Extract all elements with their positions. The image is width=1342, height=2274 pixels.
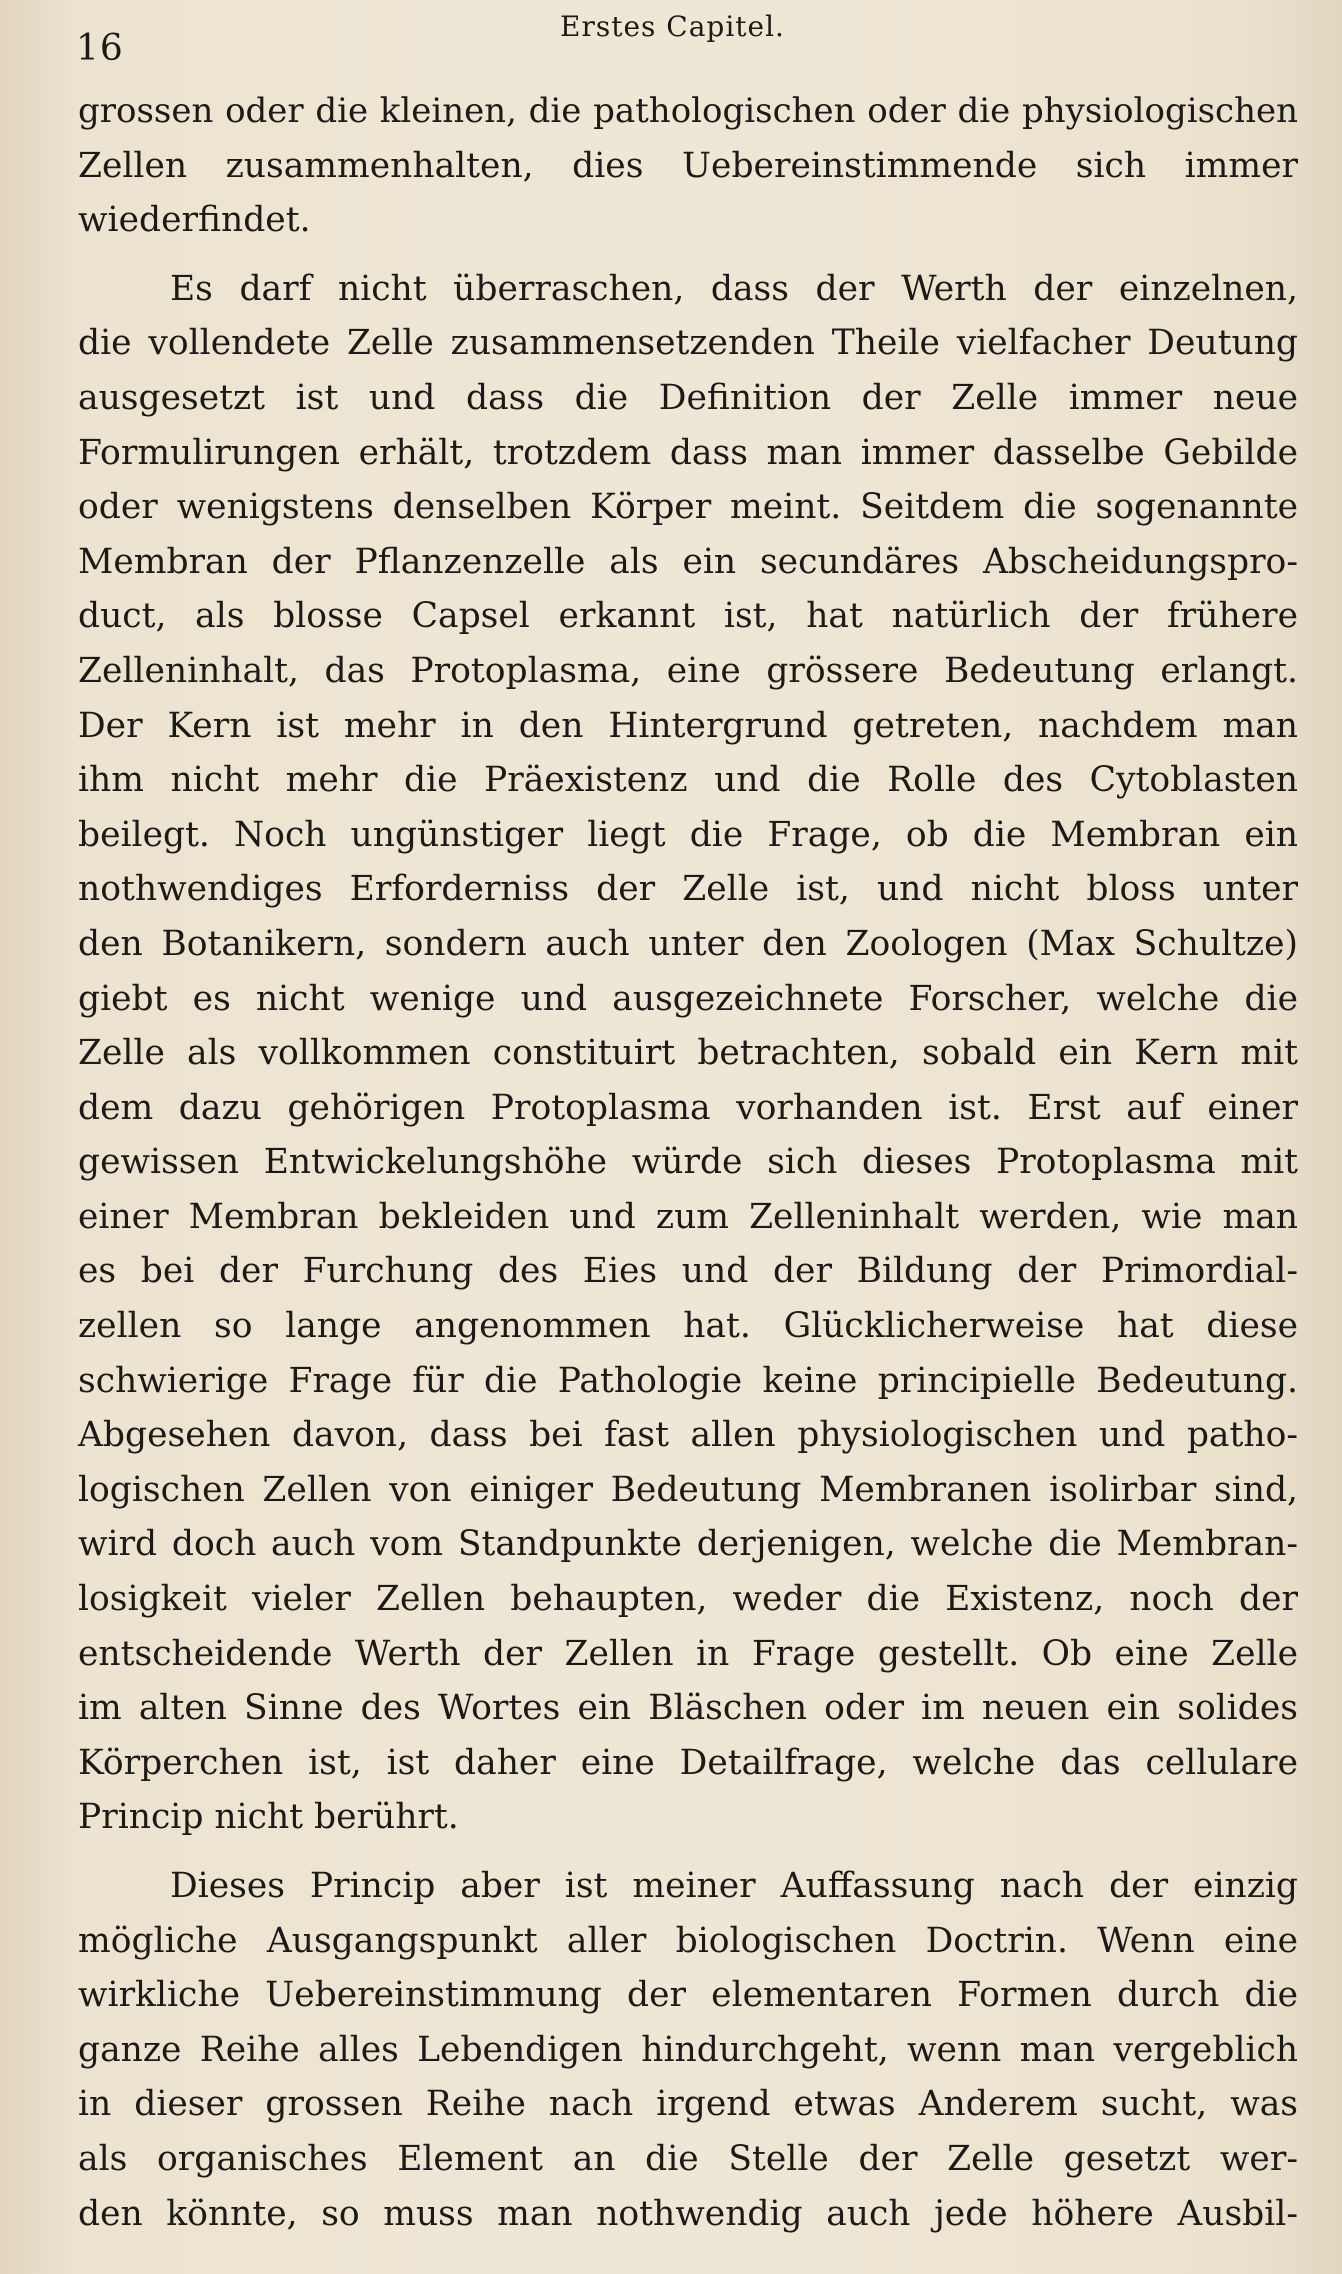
text-line: losigkeit vieler Zellen behaupten, weder die Existenz, noch der xyxy=(78,1579,1298,1620)
text-line: Körperchen ist, ist daher eine Detailfrage, welche das cellulare xyxy=(78,1742,1298,1783)
text-line: giebt es nicht wenige und ausgezeichnete Forscher, welche die xyxy=(78,978,1298,1019)
text-line: Es darf nicht überraschen, dass der Werth der einzelnen, xyxy=(170,268,1298,309)
text-line: nothwendiges Erforderniss der Zelle ist, und nicht bloss unter xyxy=(78,869,1298,910)
page-number: 16 xyxy=(76,28,124,69)
paragraph-2 xyxy=(78,262,1298,1845)
paragraph-gap xyxy=(78,248,1298,262)
text-line: Formulirungen erhält, trotzdem dass man immer dasselbe Gebilde xyxy=(78,432,1298,473)
body-text xyxy=(78,84,1298,2241)
running-head xyxy=(0,8,1342,68)
text-line: Zelleninhalt, das Protoplasma, eine grössere Bedeutung erlangt. xyxy=(78,650,1298,691)
text-line: die vollendete Zelle zusammensetzenden Theile vielfacher Deutung xyxy=(78,323,1298,364)
text-line: einer Membran bekleiden und zum Zelleninhalt werden, wie man xyxy=(78,1196,1298,1237)
text-line: grossen oder die kleinen, die pathologischen oder die physiologischen xyxy=(78,91,1298,131)
paragraph-3 xyxy=(78,1859,1298,2241)
text-line: beilegt. Noch ungünstiger liegt die Frage, ob die Membran ein xyxy=(78,814,1298,855)
paragraph-gap xyxy=(78,1845,1298,1859)
text-line: Der Kern ist mehr in den Hintergrund getreten, nachdem man xyxy=(78,705,1298,746)
text-line: Dieses Princip aber ist meiner Auffassung nach der einzig xyxy=(170,1866,1298,1906)
text-line: ganze Reihe alles Lebendigen hindurchgeht, wenn man vergeblich xyxy=(78,2029,1298,2070)
text-line: gewissen Entwickelungshöhe würde sich dieses Protoplasma mit xyxy=(78,1142,1298,1183)
text-line: wird doch auch vom Standpunkte derjenigen, welche die Membran- xyxy=(78,1524,1298,1565)
chapter-title: Erstes Capitel. xyxy=(560,10,785,43)
text-line: im alten Sinne des Wortes ein Bläschen oder im neuen ein solides xyxy=(78,1688,1298,1729)
text-line: Zelle als vollkommen constituirt betrachten, sobald ein Kern mit xyxy=(78,1033,1298,1074)
text-line: in dieser grossen Reihe nach irgend etwas Anderem sucht, was xyxy=(78,2084,1298,2125)
text-line: den Botanikern, sondern auch unter den Zoologen (Max Schultze) xyxy=(78,923,1298,964)
text-line: duct, als blosse Capsel erkannt ist, hat natürlich der frühere xyxy=(78,596,1298,637)
text-line: logischen Zellen von einiger Bedeutung Membranen isolirbar sind, xyxy=(78,1469,1298,1510)
text-line: zellen so lange angenommen hat. Glücklicherweise hat diese xyxy=(78,1306,1298,1347)
text-line: Princip nicht berührt. xyxy=(78,1797,459,1838)
text-line: es bei der Furchung des Eies und der Bildung der Primordial- xyxy=(78,1251,1298,1292)
text-line: ausgesetzt ist und dass die Definition der Zelle immer neue xyxy=(78,377,1298,418)
text-line: oder wenigstens denselben Körper meint. Seitdem die sogenannte xyxy=(78,487,1298,528)
paragraph-1 xyxy=(78,84,1298,248)
text-line: als organisches Element an die Stelle der Zelle gesetzt wer- xyxy=(78,2138,1298,2179)
text-line: Zellen zusammenhalten, dies Uebereinstimmende sich immer xyxy=(78,145,1298,186)
text-line: ihm nicht mehr die Präexistenz und die Rolle des Cytoblasten xyxy=(78,760,1298,801)
text-line: wirkliche Uebereinstimmung der elementaren Formen durch die xyxy=(78,1975,1298,2016)
text-line: entscheidende Werth der Zellen in Frage gestellt. Ob eine Zelle xyxy=(78,1633,1298,1674)
text-line: dem dazu gehörigen Protoplasma vorhanden ist. Erst auf einer xyxy=(78,1087,1298,1128)
text-line: Membran der Pflanzenzelle als ein secundäres Abscheidungspro- xyxy=(78,541,1298,582)
text-line: wiederfindet. xyxy=(78,200,311,241)
text-line: Abgesehen davon, dass bei fast allen physiologischen und patho- xyxy=(78,1415,1298,1456)
text-line: schwierige Frage für die Pathologie keine principielle Bedeutung. xyxy=(78,1360,1298,1401)
text-line: den könnte, so muss man nothwendig auch jede höhere Ausbil- xyxy=(78,2193,1298,2234)
text-line: mögliche Ausgangspunkt aller biologischen Doctrin. Wenn eine xyxy=(78,1920,1298,1961)
